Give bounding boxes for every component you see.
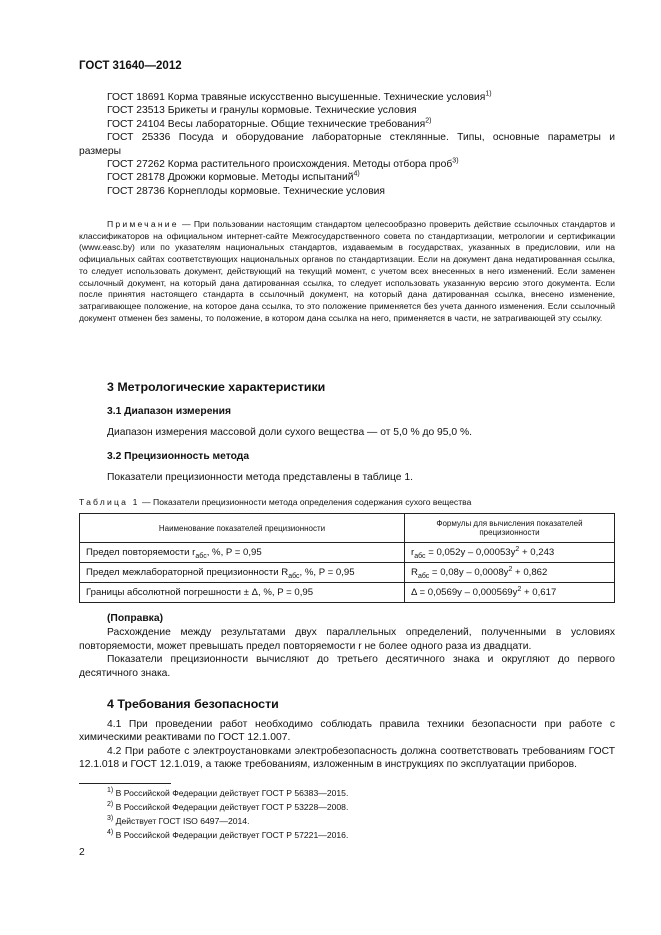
note-text: — При пользовании настоящим стандартом целесообразно проверить действие ссылочных стандартов и классификаторов на официальном интернет-сайте Межгосударственного совета по стандартизации, метрологии и сертификации (www.easc.by) или по указателям национальных стандартов, издаваемым в государствах, указанных в предисловии, или на официальных сайтах соответствующих национальных органов по стандартизации. Если на документ дана недатированная ссылка, то следует использовать документ, действующий на текущий момент, с учетом всех внесенных в него изменений. Если заменен ссылочный документ, на который дана датированная ссылка, то следует использовать указанную версию этого документа. Если после принятия настоящего стандарта в ссылочный документ, на который дана датированная ссылка, внесено изменение, затрагивающее положение, на которое дана ссылка, то это положение применяется без учета данного изменения. Если ссылочный документ отменен без замены, то положение, в котором дана ссылка на него, применяется в части, не затрагивающей эту ссылку. [79,219,615,323]
reference-item: ГОСТ 28178 Дрожжи кормовые. Методы испытаний$^{4)}$ [107,171,360,184]
reference-item-continuation: размеры [79,145,121,157]
reference-item: ГОСТ 28736 Корнеплоды кормовые. Технические условия [107,185,385,197]
table-header-row [80,514,615,543]
table-cell: Предел межлабораторной прецизионности $R_{абс}$, %, P = 0,95 [80,563,405,583]
reference-item: ГОСТ 25336 Посуда и оборудование лабораторные стеклянные. Типы, основные параметры и [107,132,615,144]
reference-item: ГОСТ 23513 Брикеты и гранулы кормовые. Технические условия [107,105,417,117]
table-row [80,543,615,563]
correction-label: (Поправка) [107,613,163,624]
section-4-paragraph: 4.1 При проведении работ необходимо соблюдать правила техники безопасности при работе с химическими реактивами по ГОСТ 12.1.007. [79,719,615,744]
precision-table [79,513,615,603]
document-header: ГОСТ 31640—2012 [79,60,182,72]
correction-block [79,612,615,680]
section-4-paragraph: 4.2 При работе с электроустановками электробезопасность должна соответствовать требованиям ГОСТ 12.1.018 и ГОСТ 12.1.019, а также требованиям, изложенным в инструкциях по эксплуатации приборов. [79,745,615,771]
table-header-cell: Наименование показателей прецизионности [80,514,405,543]
section-4-body [79,718,615,772]
references-list [79,91,615,198]
subsection-3-2-text: Показатели прецизионности метода представлены в таблице 1. [107,472,413,483]
section-3-heading: 3 Метрологические характеристики [107,380,326,394]
footnote: $^{4)}$ В Российской Федерации действует ГОСТ Р 57221—2016. [107,829,349,840]
correction-paragraph: Расхождение между результатами двух параллельных определений, полученными в условиях повторяемости, может превышать предел повторяемости r не более одного раза из двадцати. [79,627,615,652]
subsection-3-1-heading: 3.1 Диапазон измерения [107,406,231,417]
table-cell: Границы абсолютной погрешности ± Δ, %, P = 0,95 [80,583,405,603]
table-cell: $R_{абс} = 0,08y - 0,0008y^2 + 0,862$ [405,563,615,583]
footnote: $^{3)}$ Действует ГОСТ ISO 6497—2014. [107,815,250,826]
table-row [80,583,615,603]
table-header-cell: Формулы для вычисления показателей прецизионности [405,514,615,543]
subsection-3-2-heading: 3.2 Прецизионность метода [107,451,250,462]
section-4-heading: 4 Требования безопасности [107,697,279,711]
table-cell: $r_{абс} = 0,052y - 0,00053y^2 + 0,243$ [405,543,615,563]
footnote: $^{2)}$ В Российской Федерации действует ГОСТ Р 53228—2008. [107,801,349,812]
footnote-divider [79,783,171,784]
correction-paragraph: Показатели прецизионности вычисляют до третьего десятичного знака и округляют до первого десятичного знака. [79,654,615,679]
reference-item: ГОСТ 24104 Весы лабораторные. Общие технические требования$^{2)}$ [107,117,432,130]
reference-item: ГОСТ 18691 Корма травяные искусственно высушенные. Технические условия$^{1)}$ [107,90,492,103]
table-cell: Предел повторяемости $r_{абс}$, %, P = 0,95 [80,543,405,563]
footnote: $^{1)}$ В Российской Федерации действует ГОСТ Р 56383—2015. [107,787,349,798]
table-caption: Таблица 1 — Показатели прецизионности метода определения содержания сухого вещества [79,497,472,507]
subsection-3-1-text: Диапазон измерения массовой доли сухого вещества — от 5,0 % до 95,0 %. [107,427,472,438]
table-row [80,563,615,583]
page-number: 2 [79,847,85,858]
table-cell: $\Delta = 0,0569y - 0,000569y^2 + 0,617$ [405,583,615,603]
note-label: Примечание [107,219,179,229]
note-block [79,219,615,324]
reference-item: ГОСТ 27262 Корма растительного происхождения. Методы отбора проб$^{3)}$ [107,157,459,171]
